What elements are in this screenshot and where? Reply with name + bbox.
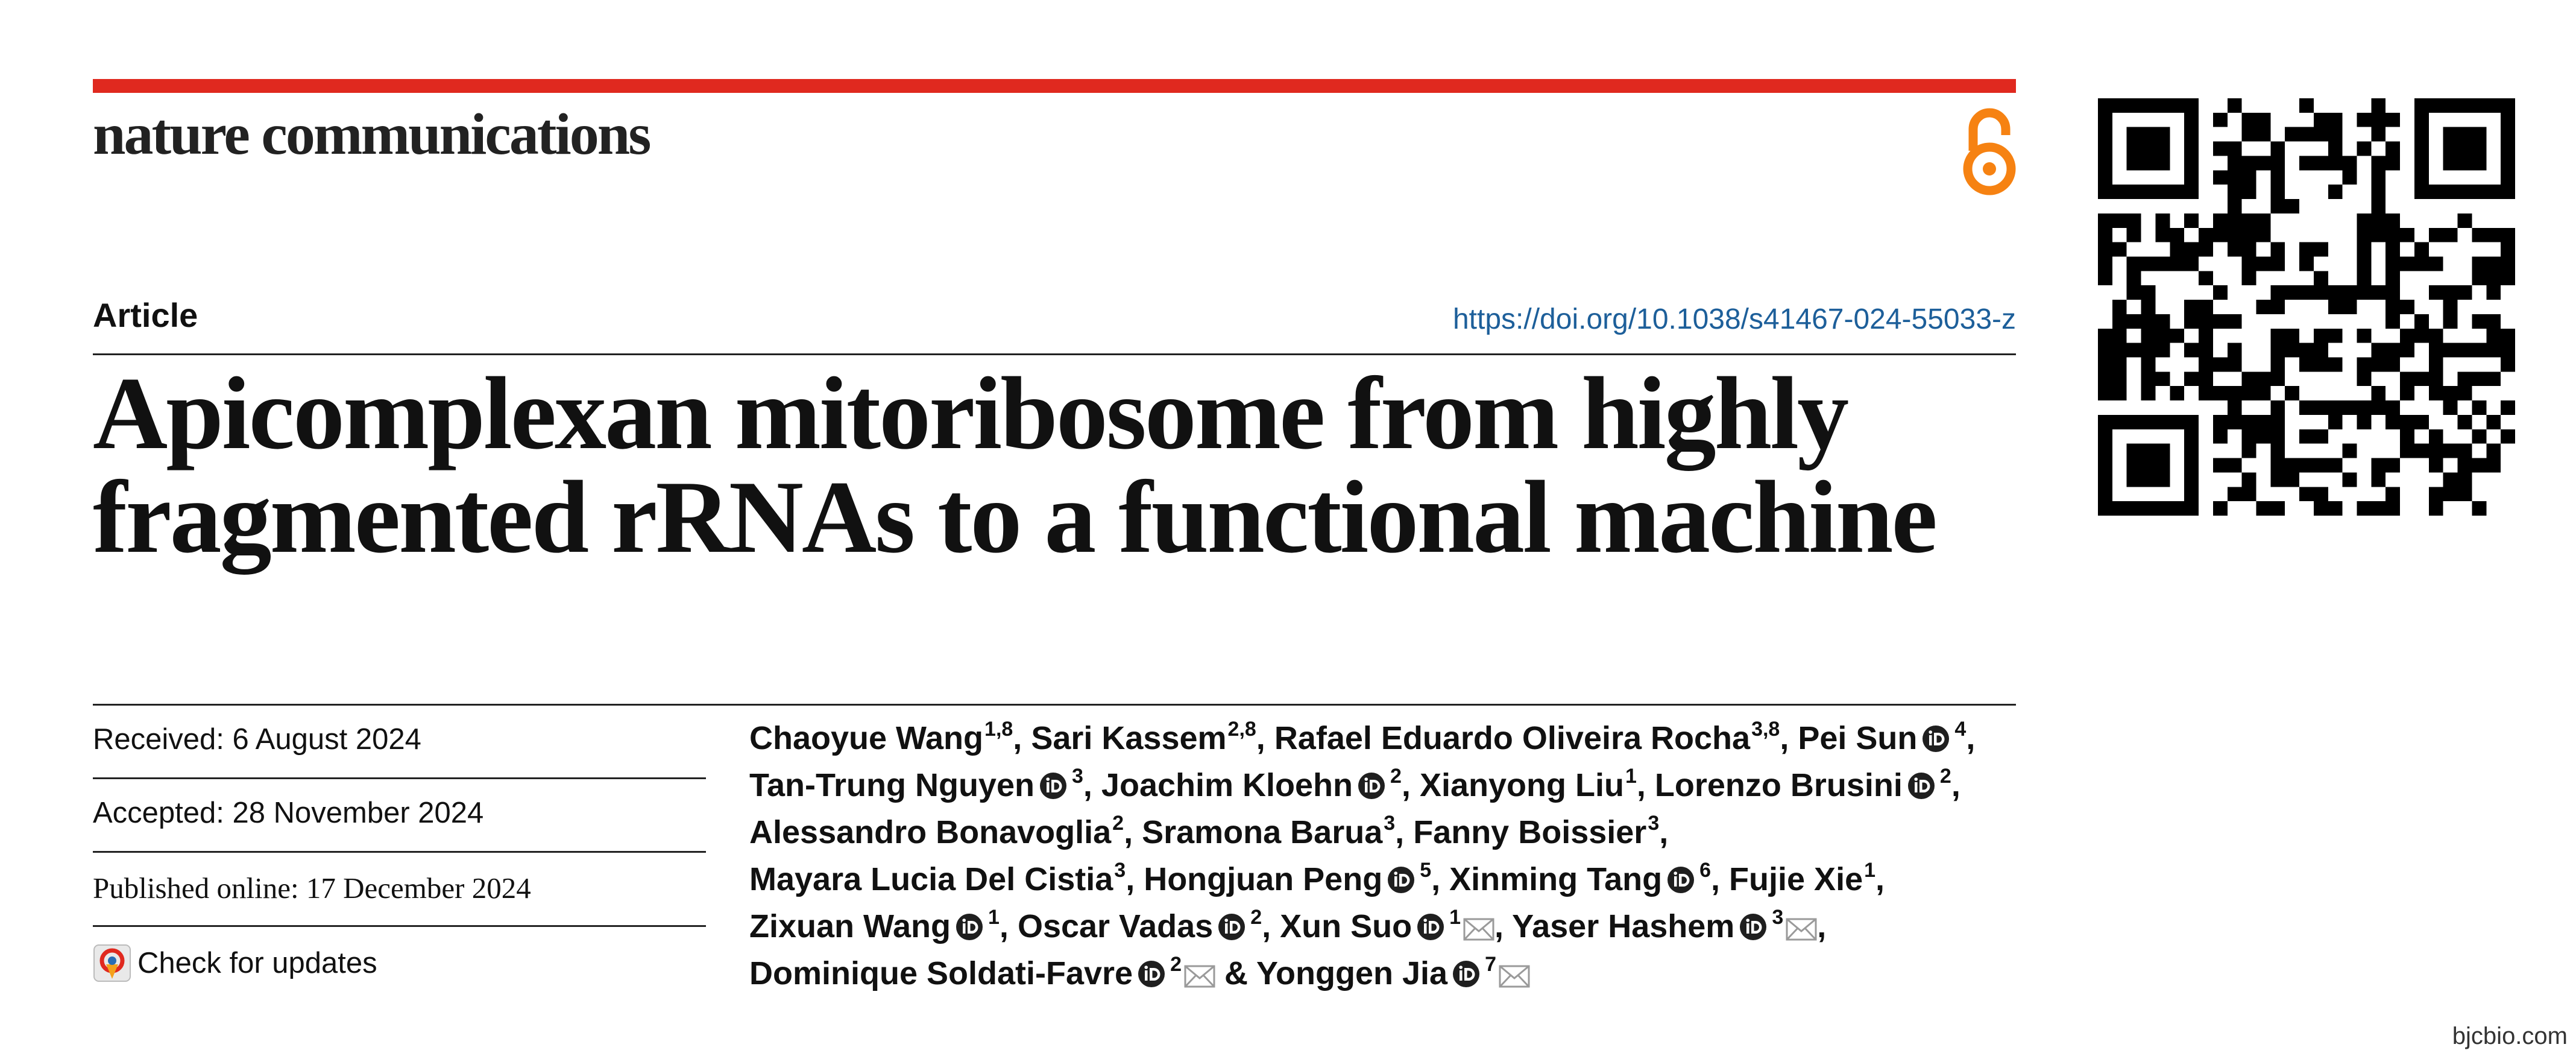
title-line-2: fragmented rRNAs to a functional machine [93,460,1936,575]
author-affiliation: 4 [1954,718,1967,741]
check-for-updates-button[interactable] [93,942,377,984]
author-name[interactable]: Sramona Barua [1142,814,1383,850]
author-affiliation: 5 [1420,859,1432,882]
author-separator: , [1636,767,1655,803]
orcid-icon[interactable] [956,913,983,941]
orcid-icon[interactable] [1922,725,1950,753]
author-affiliation: 1 [1864,859,1876,882]
author-separator: , [1659,814,1669,850]
author-line [749,950,2021,997]
author-affiliation: 7 [1485,953,1497,976]
author-affiliation: 3 [1384,812,1396,835]
author-separator: , [999,908,1018,944]
article-title [93,356,2022,575]
author-name[interactable]: Pei Sun [1798,720,1918,756]
journal-name: nature communications [93,102,650,167]
author-separator: , [1401,767,1420,803]
check-for-updates-icon [93,944,131,982]
email-icon[interactable] [1463,918,1494,941]
divider [93,704,2016,706]
orcid-icon[interactable] [1452,960,1480,988]
published-date: Published online: 17 December 2024 [93,871,531,905]
author-name[interactable]: Xun Suo [1280,908,1412,944]
author-separator: , [1780,720,1798,756]
author-separator: , [1817,908,1827,944]
author-affiliation: 2 [1170,953,1182,976]
watermark: bjcbio.com [2452,1023,2568,1049]
author-separator: , [1395,814,1414,850]
divider [93,353,2016,355]
divider [93,777,706,779]
author-affiliation: 3 [1648,812,1660,835]
author-separator: , [1711,861,1730,897]
orcid-icon[interactable] [1138,960,1165,988]
open-access-lock-icon [1956,104,2023,197]
article-type: Article [93,296,198,334]
author-affiliation: 1 [1625,765,1637,788]
accepted-date: Accepted: 28 November 2024 [93,797,484,829]
author-affiliation: 2 [1390,765,1402,788]
author-name[interactable]: Yonggen Jia [1256,955,1448,991]
orcid-icon[interactable] [1218,913,1245,941]
divider [93,925,706,927]
author-affiliation: 1 [988,906,1000,929]
author-separator: , [1013,720,1031,756]
author-name[interactable]: Fanny Boissier [1413,814,1647,850]
author-name[interactable]: Chaoyue Wang [749,720,984,756]
author-separator: , [1126,861,1144,897]
author-affiliation: 3 [1114,859,1126,882]
author-line [749,762,2021,809]
author-name[interactable]: Lorenzo Brusini [1654,767,1903,803]
journal-accent-bar [93,79,2016,93]
author-separator: & [1215,955,1257,991]
author-name[interactable]: Alessandro Bonavoglia [749,814,1112,850]
doi-link[interactable]: https://doi.org/10.1038/s41467-024-55033-z [1452,303,2016,335]
author-separator: , [1083,767,1101,803]
author-name[interactable]: Dominique Soldati-Favre [749,955,1133,991]
author-name[interactable]: Joachim Kloehn [1101,767,1353,803]
orcid-icon[interactable] [1739,913,1767,941]
email-icon[interactable] [1499,965,1530,988]
author-affiliation: 2 [1250,906,1262,929]
author-line [749,903,2021,950]
author-line [749,856,2021,903]
author-name[interactable]: Zixuan Wang [749,908,951,944]
orcid-icon[interactable] [1907,772,1935,800]
author-separator: , [1951,767,1960,803]
title-line-1: Apicomplexan mitoribosome from highly [93,356,1848,471]
author-name[interactable]: Mayara Lucia Del Cistia [749,861,1113,897]
author-separator: , [1262,908,1280,944]
author-affiliation: 6 [1699,859,1712,882]
author-affiliation: 3 [1772,906,1784,929]
author-affiliation: 1,8 [984,718,1013,741]
divider [93,851,706,853]
author-line [749,715,2021,762]
received-date: Received: 6 August 2024 [93,723,421,756]
author-name[interactable]: Fujie Xie [1729,861,1863,897]
author-separator: , [1124,814,1142,850]
author-line [749,809,2021,856]
orcid-icon[interactable] [1667,866,1695,894]
orcid-icon[interactable] [1387,866,1415,894]
qr-code-icon [2098,98,2515,516]
author-separator: , [1966,720,1976,756]
email-icon[interactable] [1786,918,1817,941]
author-name[interactable]: Tan-Trung Nguyen [749,767,1034,803]
author-name[interactable]: Yaser Hashem [1512,908,1735,944]
author-name[interactable]: Rafael Eduardo Oliveira Rocha [1274,720,1751,756]
author-name[interactable]: Hongjuan Peng [1144,861,1383,897]
author-name[interactable]: Xianyong Liu [1419,767,1624,803]
orcid-icon[interactable] [1039,772,1067,800]
author-separator: , [1431,861,1450,897]
author-separator: , [1256,720,1274,756]
author-separator: , [1494,908,1513,944]
author-affiliation: 3,8 [1751,718,1780,741]
orcid-icon[interactable] [1358,772,1385,800]
author-affiliation: 2 [1939,765,1951,788]
author-separator: , [1875,861,1885,897]
orcid-icon[interactable] [1417,913,1444,941]
author-name[interactable]: Sari Kassem [1031,720,1227,756]
author-name[interactable]: Oscar Vadas [1017,908,1214,944]
author-affiliation: 2,8 [1227,718,1256,741]
author-name[interactable]: Xinming Tang [1449,861,1663,897]
author-affiliation: 2 [1112,812,1124,835]
email-icon[interactable] [1184,965,1215,988]
author-affiliation: 3 [1071,765,1083,788]
author-list [749,715,2021,997]
author-affiliation: 1 [1449,906,1461,929]
check-for-updates-label: Check for updates [137,947,377,979]
